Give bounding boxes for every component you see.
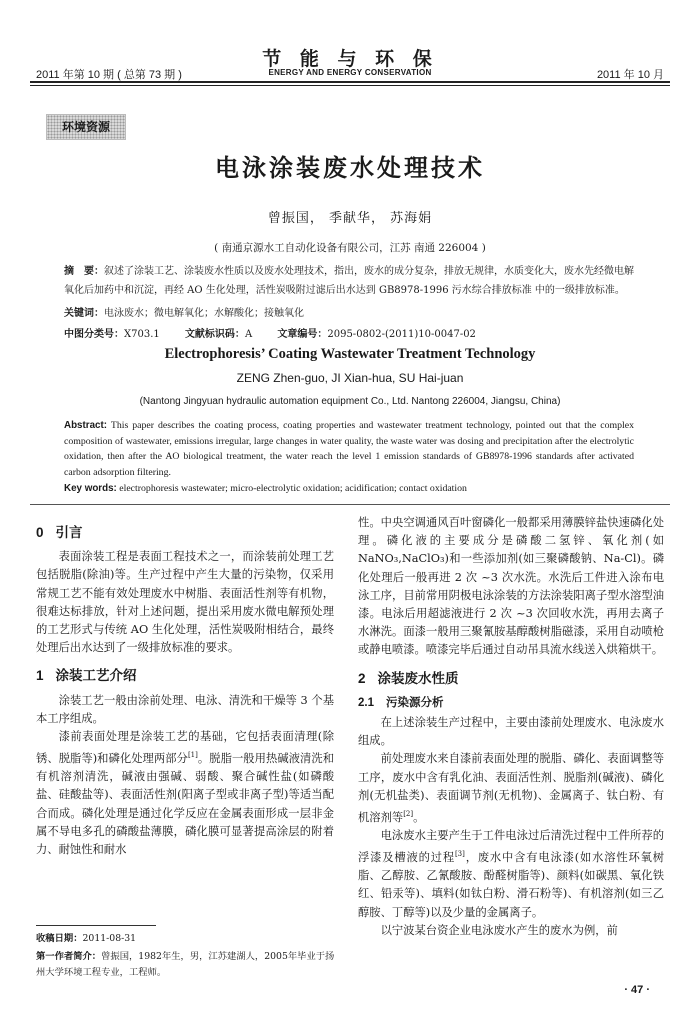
body-right-column — [358, 514, 664, 940]
section-2-1-number: 2.1 — [358, 696, 374, 709]
section-2-1-title: 污染源分析 — [386, 696, 444, 709]
keywords-en-text: electrophoresis wastewater; micro-electrolytic oxidation; acidification; contact oxidation — [119, 483, 467, 494]
authors-cn: 曾振国， 季献华， 苏海娟 — [267, 211, 433, 226]
process-paragraph-2-text: 漆前表面处理是涂装工艺的基础，它包括表面清理(除锈、脱脂等)和磷化处理两部分 — [36, 730, 334, 765]
author-bio-label: 第一作者简介： — [36, 951, 102, 961]
affiliation-en: (Nantong Jingyuan hydraulic automation equipment Co., Ltd. Nantong 226004, Jiangsu, China) — [139, 396, 561, 407]
citation-ref: [1] — [187, 751, 198, 760]
source-paragraph-1: 在上述涂装生产过程中，主要由漆前处理废水、电泳废水组成。 — [358, 716, 664, 748]
source-paragraph-3-text: 电泳废水主要产生于工件电泳过后清洗过程中工件所荐的浮漆及槽液的过程 — [358, 829, 664, 864]
source-paragraph-4: 以宁波某台资企业电泳废水产生的废水为例，前 — [380, 923, 618, 937]
keywords-cn-text: 电泳废水；微电解氧化；水解酸化；接触氧化 — [104, 308, 304, 319]
keywords-en-label: Key words: — [64, 483, 117, 494]
section-0-heading — [36, 524, 334, 542]
section-2-title: 涂装废水性质 — [377, 670, 459, 686]
abstract-cn-label: 摘 要： — [64, 266, 104, 277]
article-code — [277, 325, 476, 340]
journal-title-cn: 节 能 与 环 保 — [262, 48, 438, 70]
section-2-1-heading — [358, 694, 664, 712]
clc-code — [64, 325, 160, 340]
source-paragraph-3-cont: ，废水中含有电泳漆(如水溶性环氧树脂、乙醇胺、乙氰酸胺、酚醛树脂等)、颜料(如碳黑、氧化铁红、铅汞等)、填料(如钛白粉、滑石粉等)、有机溶剂(如三乙醇胺、丁醇等)以及少量的金属离子。 — [358, 850, 664, 919]
article-label: 文章编号： — [277, 329, 328, 340]
section-1-title: 涂装工艺介绍 — [55, 668, 137, 684]
keywords-cn-label: 关键词： — [64, 308, 104, 319]
source-paragraph-2-end: 。 — [413, 810, 425, 824]
author-bio-text: 曾振国，1982年生，男，江苏建湖人，2005年毕业于扬州大学环境工程专业，工程师。 — [36, 951, 335, 978]
author-bio — [36, 948, 336, 981]
abstract-cn-text: 叙述了涂装工艺、涂装废水性质以及废水处理技术，指出，废水的成分复杂，排放无规律，水质变化大，废水先经微电解氧化后加药中和沉淀，再经 AO 生化处理，活性炭吸附过滤后出水达到 GB8978-1996 污水综合排放标准 中的一级排放标准。 — [64, 266, 634, 296]
source-paragraph-2-text: 前处理废水来自漆前表面处理的脱脂、磷化、表面调整等工序，废水中含有乳化油、表面活性剂、脱脂剂(碱液)、磷化剂(无机盐类)、表面调节剂(无机物)、金属离子、钛白粉、有机溶剂等 — [358, 752, 664, 824]
clc-label: 中图分类号： — [64, 329, 124, 340]
article-value: 2095-0802-(2011)10-0047-02 — [327, 329, 476, 340]
section-1-number: 1 — [36, 668, 44, 684]
section-2-heading — [358, 670, 664, 688]
doc-label: 文献标识码： — [184, 329, 245, 340]
received-date — [36, 930, 336, 947]
section-0-number: 0 — [36, 525, 44, 540]
issue-date: 2011 年 10 月 — [596, 69, 664, 81]
process-paragraph-2 — [36, 728, 334, 859]
abstract-en-text: This paper describes the coating process, coating properties and wastewater treatment technology, pointed out that the complex composition of wastewater, emissions irregular, large changes in water quality, the waste water was dosing and precipitation after the electrolytic oxidation, then after the AO biological treatment, the water reach the level 1 emission standards of GB8978-1996 standards after activated carbon adsorption filtering. — [64, 420, 634, 478]
process-paragraph-1: 涂装工艺一般由涂前处理、电泳、清洗和干燥等 3 个基本工序组成。 — [36, 693, 334, 725]
clc-value: X703.1 — [124, 329, 160, 340]
classification-cn — [64, 325, 634, 340]
source-paragraph-3 — [358, 827, 664, 922]
body-left-column — [36, 518, 334, 859]
section-divider — [30, 504, 670, 505]
process-paragraph-2-cont: 。脱脂一般用热碱液清洗和有机溶剂清洗，碱液由强碱、弱酸、聚合碱性盐(如磷酸盐、硅酸盐等)、表面活性剂(阳离子型或非离子型)等适当配合而成。磷化处理是通过化学反应在金属表面形成一层非金属不导电多孔的磷酸盐薄膜，磷化膜可显著提高涂层的附着力、耐蚀性和耐水 — [36, 752, 334, 857]
keywords-en — [64, 483, 634, 494]
citation-ref: [2] — [403, 810, 414, 819]
section-1-heading — [36, 667, 334, 685]
received-value: 2011-08-31 — [82, 933, 137, 944]
section-2-number: 2 — [358, 670, 366, 686]
abstract-cn — [64, 262, 634, 300]
received-label: 收稿日期： — [36, 933, 83, 943]
doc-code — [185, 325, 252, 340]
journal-title-en: ENERGY AND ENERGY CONSERVATION — [268, 68, 432, 77]
issue-info: 2011 年第 10 期 ( 总第 73 期 ) — [36, 69, 182, 81]
doc-value: A — [244, 329, 253, 340]
column-tag: 环境资源 — [46, 114, 126, 140]
authors-en: ZENG Zhen-guo, JI Xian-hua, SU Hai-juan — [236, 371, 464, 385]
keywords-cn — [64, 304, 634, 319]
abstract-en-label: Abstract: — [64, 420, 108, 431]
continued-paragraph: 性。中央空调通风百叶窗磷化一般都采用薄膜锌盐快速磷化处理。磷化液的主要成分是磷酸二氢锌、氧化剂(如 NaNO₃,NaClO₃)和一些添加剂(如三聚磷酸钠、Na-Cl)。磷化处理后一般再进 2 次 ~3 次水洗。水洗后工件进入涂布电泳工序，目前常用阴极电泳涂装的方法涂装阳离子型水溶型油漆。电泳后用超滤液进行 2 次 ~3 次回收水洗，再用去离子水淋洗。面漆一般用三聚氰胺基醇酸树脂磁漆，采用自动喷枪或静电喷漆。喷漆完毕后通过自动吊具流水线送入烘箱烘干。 — [358, 516, 664, 657]
abstract-en — [64, 418, 634, 480]
paper-title-cn: 电泳涂装废水处理技术 — [215, 153, 485, 182]
citation-ref: [3] — [454, 850, 465, 859]
footnote-rule — [36, 925, 156, 926]
affiliation-cn: ( 南通京源水工自动化设备有限公司，江苏 南通 226004 ) — [214, 242, 486, 254]
paper-title-en: Electrophoresis’ Coating Wastewater Treatment Technology — [164, 346, 536, 362]
section-0-title: 引言 — [55, 525, 83, 540]
header-rule — [30, 81, 670, 83]
page-number: · 47 · — [624, 984, 650, 996]
intro-paragraph: 表面涂装工程是表面工程技术之一，而涂装前处理工艺包括脱脂(除油)等。生产过程中产生大量的污染物，仅采用常规工艺不能有效处理废水中树脂、表面活性剂等有机物，很难达标排放，针对上述问题，提出采用废水微电解预处理的工艺形式与传统 AO 生化处理，活性炭吸附相结合，最终处理后出水达到了一级排放标准的要求。 — [36, 550, 334, 655]
header-rule-thin — [30, 85, 670, 86]
source-paragraph-2 — [358, 750, 664, 827]
